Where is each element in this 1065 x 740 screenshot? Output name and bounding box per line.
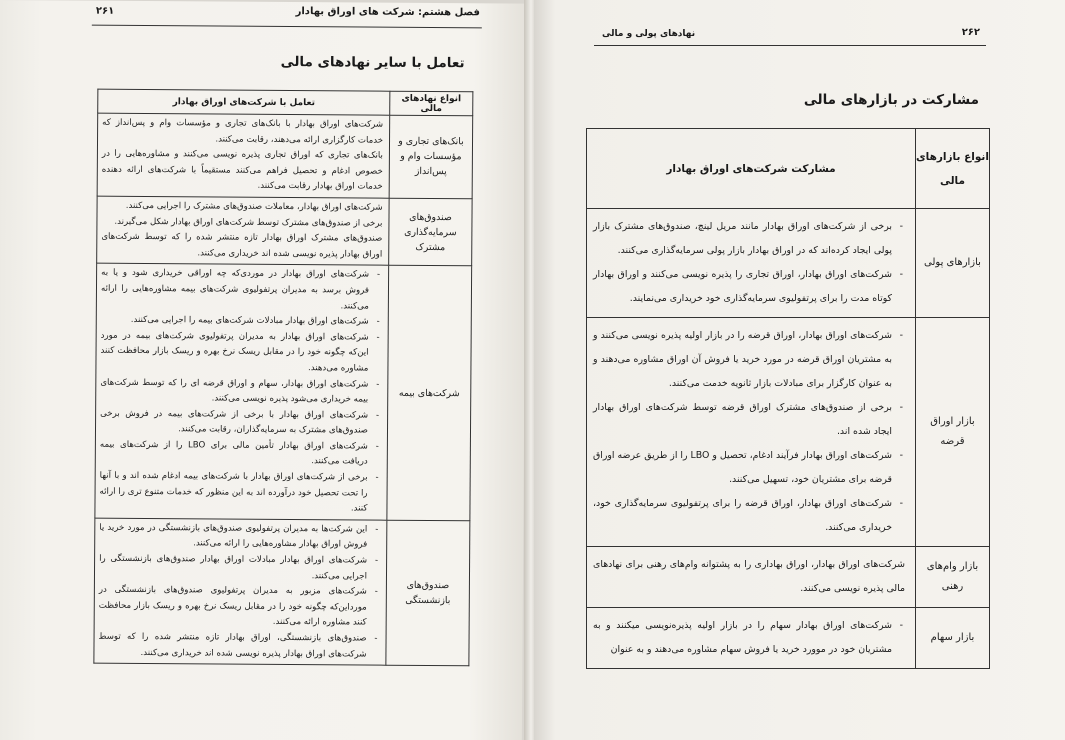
- description-item: - شرکت‌های اوراق بهادار مبادلات شرکت‌های بیمه را اجرایی می‌کنند.: [101, 313, 382, 331]
- category-cell: [916, 209, 990, 318]
- category-cell: [386, 520, 470, 666]
- table-row: [97, 196, 472, 266]
- description-cell: [97, 196, 389, 265]
- description-cell: [95, 264, 389, 521]
- table-body: [94, 113, 473, 666]
- description-item: - شرکت‌های اوراق بهادار تأمین مالی برای LBO را از شرکت‌های بیمه دریافت می‌کنند.: [100, 438, 381, 471]
- description-item: - شرکت‌های اوراق بهادار، اوراق قرضه را در بازار اولیه پذیره نویسی می‌کنند و به مشتریان اوراق قرضه در مورد خرید یا فروش آن اوراق مشاوره می‌دهند و به عنوان کارگزار برای مبادلات بازار ثانویه خدمت می‌کنند.: [593, 324, 905, 396]
- running-header: [594, 24, 986, 46]
- participation-table: [586, 128, 990, 669]
- description-cell: [587, 547, 916, 608]
- table-row: [94, 518, 470, 666]
- running-header: [92, 4, 482, 29]
- page-number: ۲۶۲: [961, 27, 980, 38]
- description-item: - شرکت‌های مزبور به مدیران پرتفولیوی صندوق‌های بازنشستگی در مورداین‌که چگونه خود را در مقابل ریسک نرخ بهره و ریسک بازار محافظت کنند مشاوره ارائه می‌کنند.: [99, 583, 380, 632]
- category-label: صندوق‌های بازنشستگی: [405, 579, 451, 607]
- description-cell: [587, 209, 916, 318]
- category-cell: [916, 318, 990, 547]
- description-item: - شرکت‌های اوراق بهادار، اوراق تجاری را پذیره نویسی می‌کنند و اوراق بهادار کوتاه مدت را برای پرتفولیوی سرمایه‌گذاری خود خریداری می‌نمایند.: [593, 263, 905, 311]
- description-item: - شرکت‌های اوراق بهادار مبادلات اوراق بهادار صندوق‌های بازنشستگی را اجرایی می‌کنند.: [99, 552, 380, 585]
- header-cell: مشارکت شرکت‌های اوراق بهادار: [587, 129, 916, 209]
- category-cell: [916, 547, 990, 608]
- description-cell: [587, 608, 916, 669]
- description-item: صندوق‌های مشترک اوراق بهادار تازه منتشر شده را که توسط شرکت‌های اوراق بهادار پذیره نویسی شده اند خریداری می‌کنند.: [101, 231, 383, 260]
- description-item: برخی از صندوق‌های مشترک توسط شرکت‌های اوراق بهادار شکل می‌گیرند.: [114, 216, 383, 229]
- description-item: - شرکت‌های اوراق بهادار فرآیند ادغام، تحصیل و LBO را از طریق عرضه اوراق قرضه برای مشتریان خود، تسهیل می‌کنند.: [593, 444, 905, 492]
- description-item: - شرکت‌های اوراق بهادار، سهام و اوراق قرضه ای را که توسط شرکت‌های بیمه خریداری می‌شود پذیره نویسی می‌کنند.: [100, 375, 381, 408]
- table-row: [97, 113, 473, 199]
- description-item: - شرکت‌های اوراق بهادار به مدیران پرتفولیوی شرکت‌های بیمه در مورد این‌که چگونه خود را در مقابل ریسک نرخ بهره و ریسک بازار محافظت کنند مشاوره می‌دهند.: [100, 328, 381, 377]
- description-item: - شرکت‌های اوراق بهادار در موردی‌که چه اوراقی خریداری شود و یا به فروش برسد به مدیران پرتفولیوی شرکت‌های بیمه مشاوره‌هایی را ارائه می‌کنند.: [101, 266, 382, 315]
- description-item: - صندوق‌های بازنشستگی، اوراق بهادار تازه منتشر شده را که توسط شرکت‌های اوراق بهادار پذیره نویسی شده اند خریداری می‌کنند.: [98, 630, 379, 663]
- section-title: مشارکت در بازارهای مالی: [803, 92, 979, 108]
- description-cell: [587, 318, 916, 547]
- description-item: شرکت‌های اوراق بهادار، معاملات صندوق‌های مشترک را اجرایی می‌کنند.: [125, 200, 383, 213]
- table-row: [587, 318, 990, 547]
- header-cell: انواع بازارهای مالی: [916, 129, 990, 209]
- description-item: شرکت‌های اوراق بهادار، اوراق بهاداری را به پشتوانه وام‌های رهنی برای نهادهای مالی پذیره نویسی می‌کنند.: [593, 559, 905, 594]
- description-item: - برخی از شرکت‌های اوراق بهادار با شرکت‌های بیمه ادغام شده اند و با آنها را تحت تحصیل خود درآورده اند به این منظور که خدمات متنوع تری را ارائه کنند.: [99, 469, 380, 518]
- category-cell: [387, 266, 472, 521]
- running-title: فصل هشتم: شرکت های اوراق بهادار: [295, 6, 480, 19]
- category-label: بازار وام‌های رهنی: [926, 561, 979, 592]
- right-page: [534, 0, 1065, 740]
- category-label: بازار سهام: [930, 632, 975, 643]
- header-cell: تعامل با شرکت‌های اوراق بهادار: [98, 89, 390, 115]
- section-title: تعامل با سایر نهادهای مالی: [280, 53, 465, 72]
- category-label: صندوق‌های سرمایه‌گذاری مشترک: [404, 211, 457, 253]
- description-item: - برخی از صندوق‌های مشترک اوراق قرضه توسط شرکت‌های اوراق بهادار ایجاد شده اند.: [593, 396, 905, 444]
- description-cell: [97, 113, 390, 198]
- table-row: [587, 547, 990, 608]
- description-item: - برخی از شرکت‌های اوراق بهادار مانند مریل لینچ، صندوق‌های مشترک بازار پولی ایجاد کرده‌اند که در اوراق بهادار بازار پولی سرمایه‌گذاری می‌کنند.: [593, 215, 905, 263]
- running-title: نهادهای پولی و مالی: [602, 29, 696, 39]
- category-label: بازارهای پولی: [924, 257, 981, 268]
- category-label: شرکت‌های بیمه: [398, 387, 460, 399]
- description-item: شرکت‌های اوراق بهادار با بانک‌های تجاری و مؤسسات وام و پس‌انداز که خدمات کارگزاری ارائه می‌دهند، رقابت می‌کنند.: [102, 117, 384, 146]
- page-number: ۲۶۱: [95, 5, 115, 17]
- interaction-table: [93, 89, 473, 667]
- description-item: - شرکت‌های اوراق بهادار با برخی از شرکت‌های بیمه در فروش برخی صندوق‌های مشترک به سرمایه‌گذاران، رقابت می‌کنند.: [100, 406, 381, 439]
- category-cell: [389, 198, 472, 266]
- category-label: بازار اوراق قرضه: [930, 416, 975, 447]
- description-item: بانک‌های تجاری که اوراق تجاری پذیره نویسی می‌کنند و مشاوره‌هایی را در خصوص ادغام و تحصیل فراهم می‌کنند مستقیماً با شرکت‌های ارائه دهنده خدمات اوراق بهادار رقابت می‌کنند.: [101, 148, 383, 193]
- table-header-row: [98, 89, 473, 116]
- table-body: [587, 209, 990, 669]
- header-cell: انواع نهادهای مالی: [390, 91, 473, 116]
- category-label: بانک‌های تجاری و مؤسسات وام و پس‌انداز: [398, 136, 464, 178]
- description-item: - شرکت‌های اوراق بهادار، اوراق قرضه را برای پرتفولیوی سرمایه‌گذاری خود، خریداری می‌کنند.: [593, 492, 905, 540]
- description-item: - شرکت‌های اوراق بهادار سهام را در بازار اولیه پذیره‌نویسی میکنند و به مشتریان خود در موورد خرید یا فروش سهام مشاوره می‌دهند و به عنوان: [593, 614, 905, 662]
- category-cell: [389, 115, 473, 199]
- category-cell: [916, 608, 990, 669]
- left-page: [0, 0, 527, 740]
- description-item: - این شرکت‌ها به مدیران پرتفولیوی صندوق‌های بازنشستگی در مورد خرید یا فروش اوراق بهادار مشاوره‌هایی را ارائه می‌کنند.: [99, 521, 380, 554]
- table-row: [95, 264, 472, 521]
- table-header-row: [587, 129, 990, 209]
- table-row: [587, 209, 990, 318]
- description-cell: [94, 518, 387, 665]
- table-row: [587, 608, 990, 669]
